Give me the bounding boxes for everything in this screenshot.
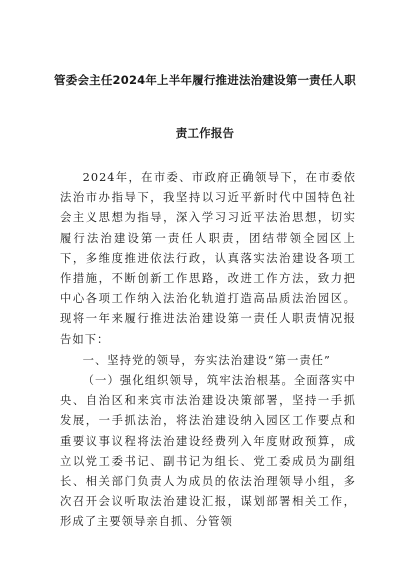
document-body [60,168,356,533]
intro-paragraph: 2024年，在市委、市政府正确领导下，在市委依法治市办指导下，我坚持以习近平新时代中国特色社会主义思想为指导，深入学习习近平法治思想，切实履行法治建设第一责任人职责，团结带领全园区上下，多维度推进依法行政，认真落实法治建设各项工作措施，不断创新工作思路，改进工作方法，致力把中心各项工作纳入法治化轨道打造高品质法治园区。现将一年来履行推进法治建设第一责任人职责情况报告如下： [60,171,356,346]
document-title-line-1: 管委会主任2024年上半年履行推进法治建设第一责任人职 [54,73,356,87]
section-heading: 一、坚持党的领导，夯实法治建设“第一责任” [82,353,331,367]
document-title-line-2: 责工作报告 [175,126,235,140]
body-paragraph: （一）强化组织领导，筑牢法治根基。全面落实中央、自治区和来宾市法治建设决策部署，坚持一手抓发展，一手抓法治，将法治建设纳入园区工作要点和重要议事议程将法治建设经费列入年度财政预算，成立以党工委书记、副书记为组长、党工委成员为副组长、相关部门负责人为成员的依法治理领导小组，多次召开会议听取法治建设汇报，谋划部署相关工作，形成了主要领导亲自抓、分管领 [60,374,356,529]
